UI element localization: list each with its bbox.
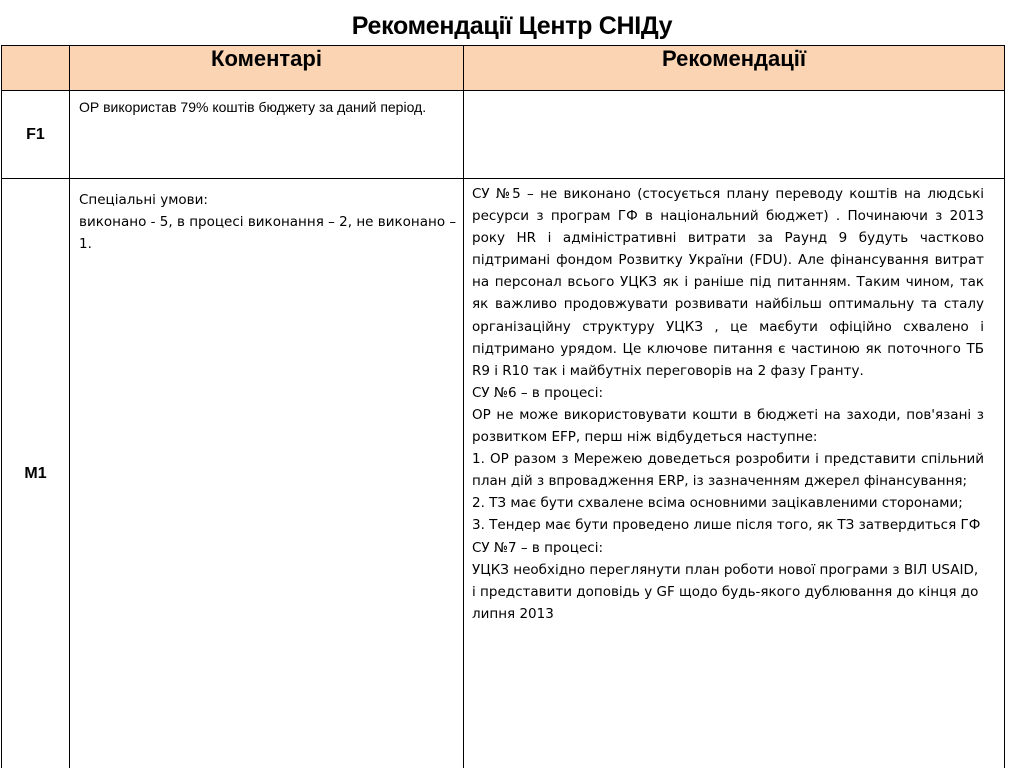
header-recommendations: Рекомендації: [464, 46, 1005, 91]
row-label-m1: M1: [2, 179, 70, 768]
recommendation-paragraph: 1. ОР разом з Мережею доведеться розробити і представити спільний план дій з впровадження ERP, із зазначенням джерел фінансування;: [472, 451, 984, 490]
recommendation-paragraph: СУ №6 – в процесі:: [472, 384, 604, 401]
recommendation-paragraph: СУ №5 – не виконано (стосується плану переводу коштів на людські ресурси з програм ГФ в національний бюджет) . Починаючи з 2013 року HR і адміністративні витрати за Раунд 9 будуть частково підтримані фондом Розвитку України (FDU). Але фінансування витрат на персонал всього УЦКЗ як і раніше під питанням. Таким чином, так як важливо продовжувати розвивати найбільш оптимальну та сталу організаційну структуру УЦКЗ , це маєбути офіційно схвалено і підтримано урядом. Це ключове питання є частиною як поточного ТБ R9 і R10 так і майбутніх переговорів на 2 фазу Гранту.: [472, 186, 984, 379]
header-corner-cell: [2, 46, 70, 91]
comment-m1-line: виконано - 5, в процесі виконання – 2, не виконано – 1.: [79, 214, 457, 252]
comment-f1: ОР використав 79% коштів бюджету за даний період.: [70, 91, 464, 179]
recommendation-m1: [464, 179, 1005, 768]
recommendation-paragraph: 3. Тендер має бути проведено лише після того, як ТЗ затвердиться ГФ: [472, 517, 981, 534]
row-label-f1: F1: [2, 91, 70, 179]
table-row-m1: [2, 179, 1005, 768]
comment-m1-line: Спеціальні умови:: [79, 192, 208, 208]
recommendation-f1: [464, 91, 1005, 179]
comment-m1: [70, 179, 464, 768]
table-row-f1: [2, 91, 1005, 179]
recommendation-paragraph: 2. ТЗ має бути схвалене всіма основними зацікавленими сторонами;: [472, 495, 963, 512]
header-comments: Коментарі: [70, 46, 464, 91]
recommendation-paragraph: УЦКЗ необхідно переглянути план роботи нової програми з ВІЛ USAID, і представити доповідь у GF щодо будь-якого дублювання до кінця до липня 2013: [472, 561, 979, 622]
table-header-row: [2, 46, 1005, 91]
recommendation-paragraph: СУ №7 – в процесі:: [472, 539, 604, 556]
recommendation-paragraph: ОР не може використовувати кошти в бюджеті на заходи, пов'язані з розвитком EFP, перш ніж відбудеться наступне:: [472, 406, 984, 446]
recommendations-table: [1, 45, 1005, 768]
slide-title: Рекомендації Центр СНІДу: [351, 12, 673, 40]
